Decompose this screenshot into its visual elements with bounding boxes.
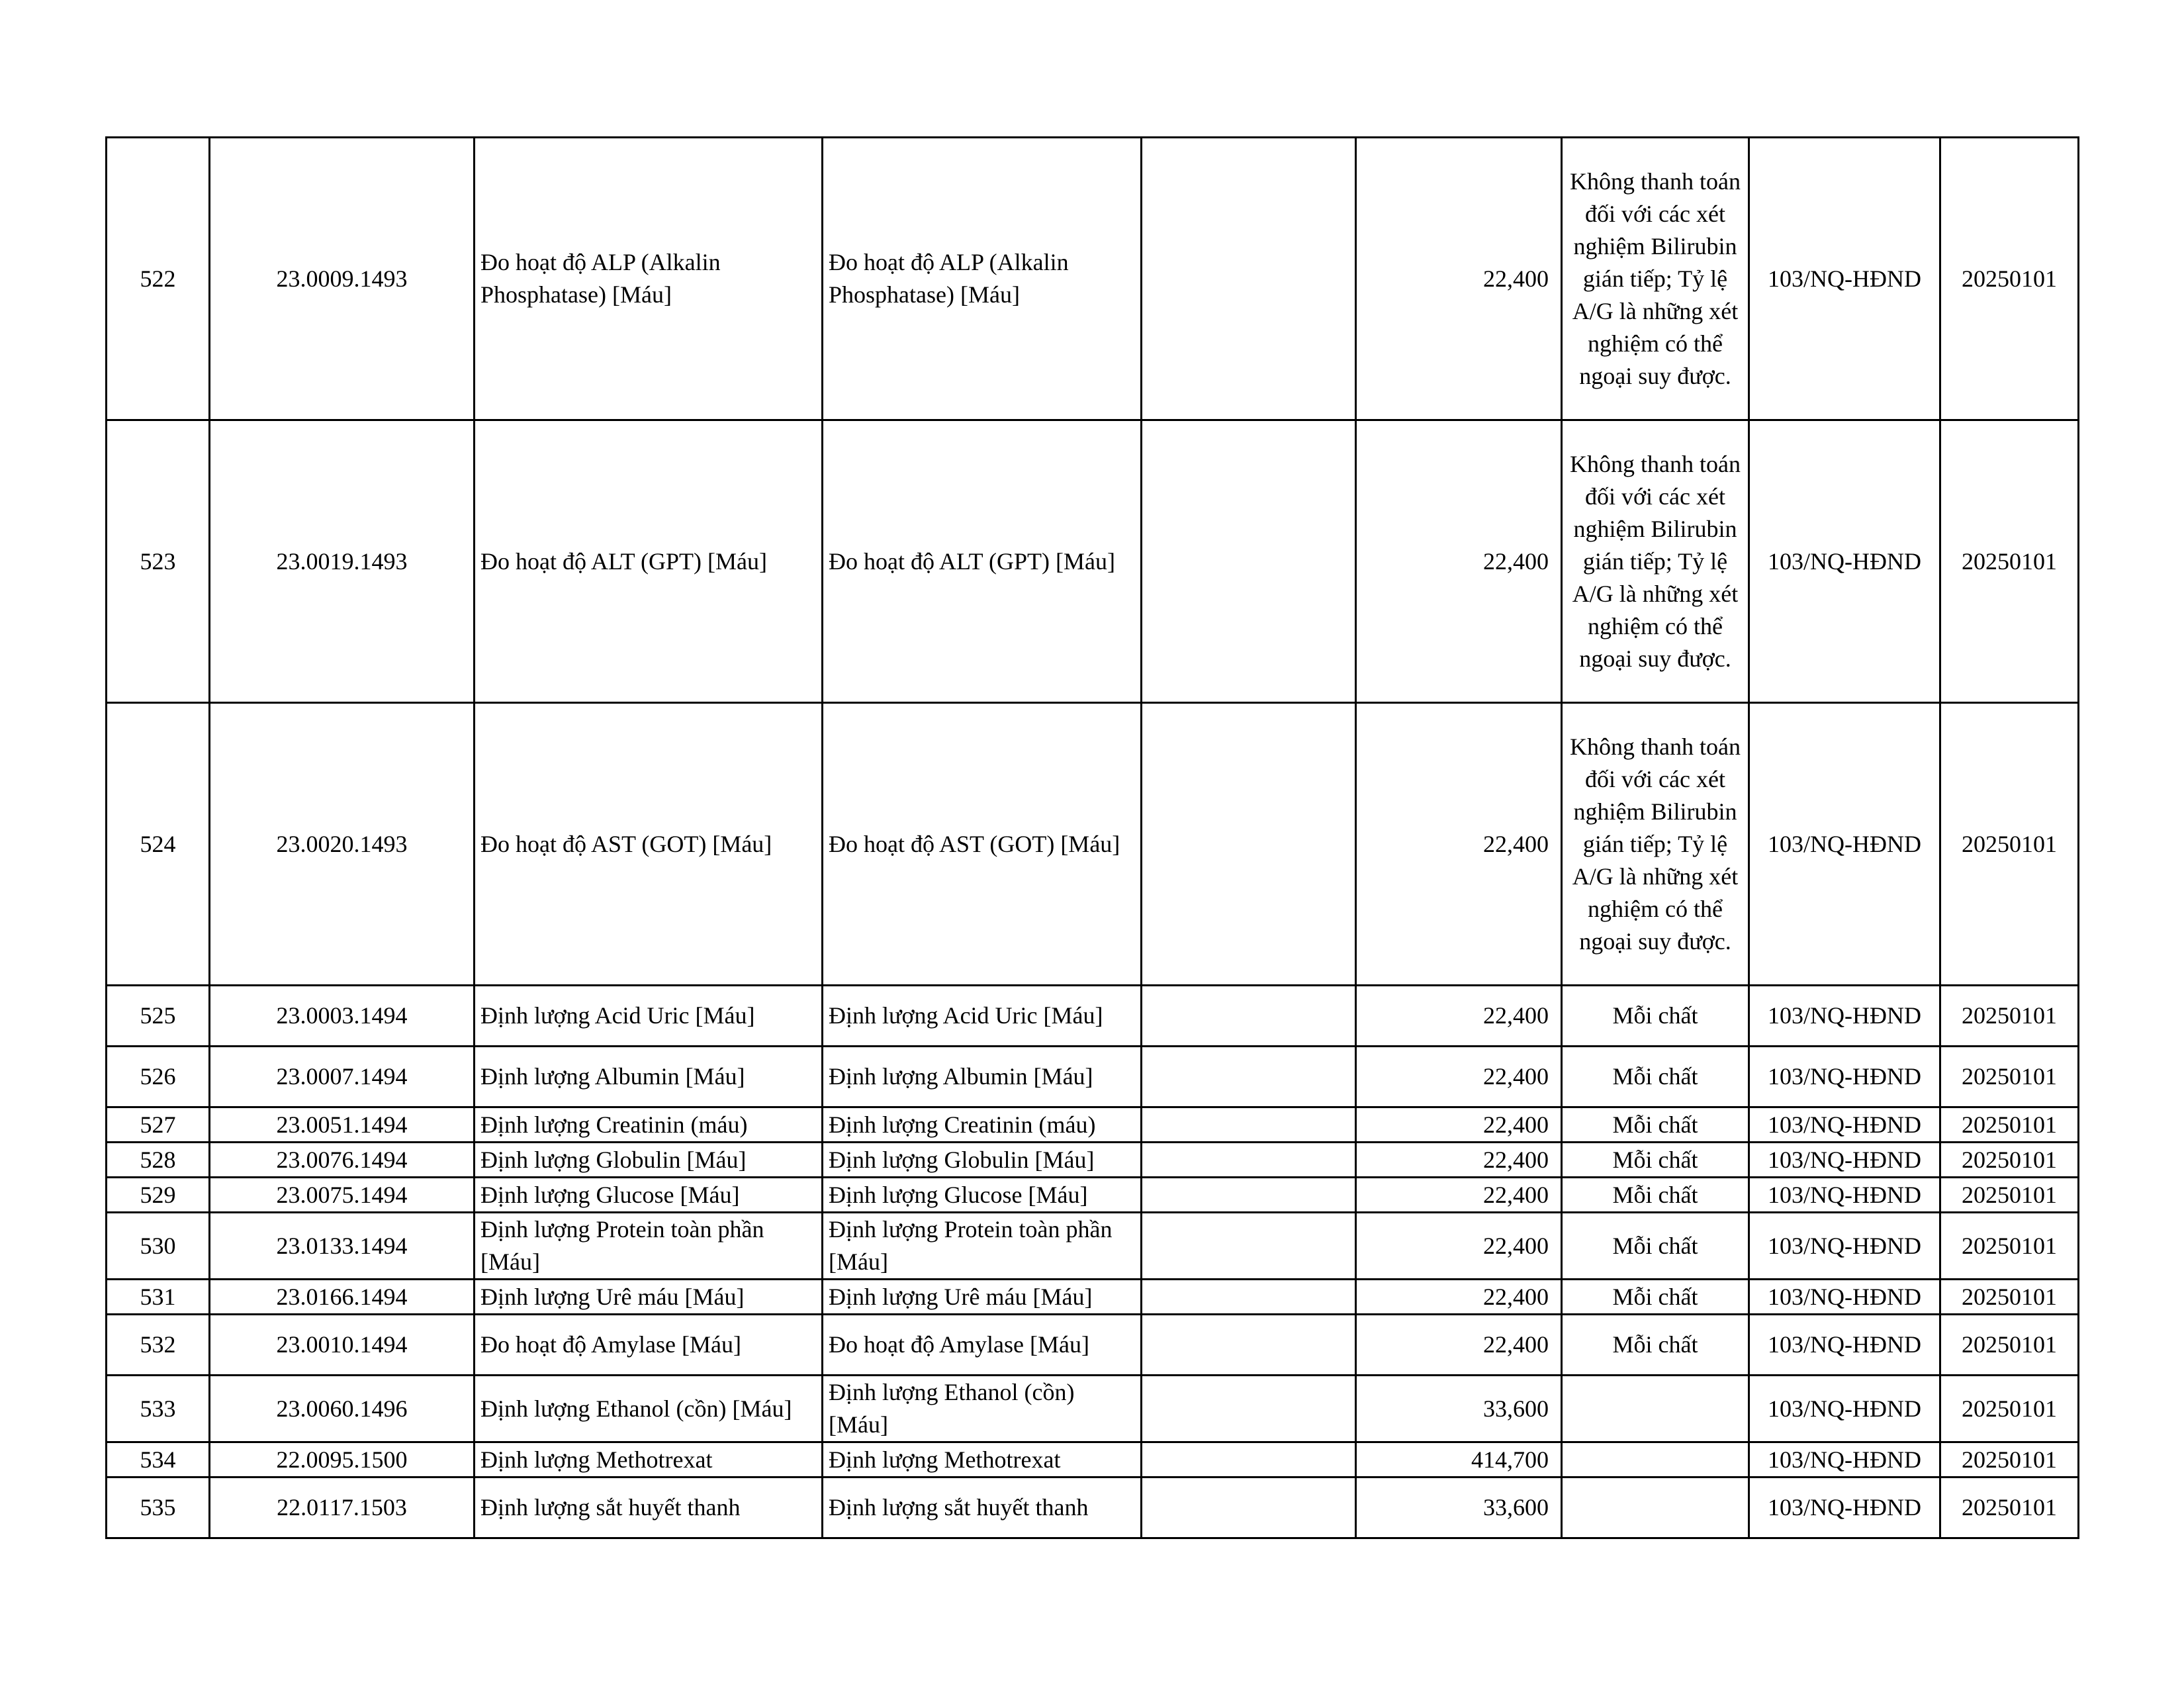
decision-number: 103/NQ-HĐND: [1749, 420, 1940, 703]
service-name: Định lượng Methotrexat: [475, 1442, 823, 1477]
payment-note: Mỗi chất: [1562, 1107, 1749, 1143]
price: 22,400: [1356, 986, 1562, 1047]
price: 414,700: [1356, 1442, 1562, 1477]
empty-cell: [1142, 1213, 1356, 1280]
price: 22,400: [1356, 1178, 1562, 1213]
effective-date: 20250101: [1940, 138, 2079, 420]
price: 22,400: [1356, 1315, 1562, 1376]
row-number: 524: [107, 703, 210, 986]
table-row: [107, 1376, 2079, 1442]
price: 22,400: [1356, 1143, 1562, 1178]
row-number: 529: [107, 1178, 210, 1213]
price: 22,400: [1356, 1047, 1562, 1107]
row-number: 531: [107, 1280, 210, 1315]
decision-number: 103/NQ-HĐND: [1749, 1143, 1940, 1178]
row-number: 535: [107, 1477, 210, 1538]
row-number: 528: [107, 1143, 210, 1178]
effective-date: 20250101: [1940, 1280, 2079, 1315]
service-code: 23.0166.1494: [210, 1280, 475, 1315]
service-name-alt: Định lượng Protein toàn phần [Máu]: [823, 1213, 1142, 1280]
payment-note: Mỗi chất: [1562, 1280, 1749, 1315]
payment-note: Mỗi chất: [1562, 986, 1749, 1047]
empty-cell: [1142, 703, 1356, 986]
empty-cell: [1142, 1143, 1356, 1178]
service-name-alt: Đo hoạt độ AST (GOT) [Máu]: [823, 703, 1142, 986]
payment-note: Mỗi chất: [1562, 1213, 1749, 1280]
decision-number: 103/NQ-HĐND: [1749, 703, 1940, 986]
empty-cell: [1142, 986, 1356, 1047]
empty-cell: [1142, 1315, 1356, 1376]
decision-number: 103/NQ-HĐND: [1749, 1280, 1940, 1315]
payment-note: Mỗi chất: [1562, 1315, 1749, 1376]
table-body: [107, 138, 2079, 1538]
decision-number: 103/NQ-HĐND: [1749, 1442, 1940, 1477]
empty-cell: [1142, 1376, 1356, 1442]
service-code: 23.0019.1493: [210, 420, 475, 703]
service-name-alt: Định lượng Globulin [Máu]: [823, 1143, 1142, 1178]
payment-note: Mỗi chất: [1562, 1178, 1749, 1213]
empty-cell: [1142, 1178, 1356, 1213]
effective-date: 20250101: [1940, 1315, 2079, 1376]
service-name-alt: Định lượng Ethanol (cồn) [Máu]: [823, 1376, 1142, 1442]
service-code: 23.0003.1494: [210, 986, 475, 1047]
payment-note: [1562, 1376, 1749, 1442]
service-name: Đo hoạt độ ALT (GPT) [Máu]: [475, 420, 823, 703]
service-name-alt: Định lượng sắt huyết thanh: [823, 1477, 1142, 1538]
effective-date: 20250101: [1940, 1178, 2079, 1213]
service-name-alt: Định lượng Creatinin (máu): [823, 1107, 1142, 1143]
decision-number: 103/NQ-HĐND: [1749, 138, 1940, 420]
effective-date: 20250101: [1940, 1442, 2079, 1477]
service-name: Định lượng Globulin [Máu]: [475, 1143, 823, 1178]
table-row: [107, 138, 2079, 420]
table-row: [107, 1315, 2079, 1376]
table-row: [107, 1178, 2079, 1213]
decision-number: 103/NQ-HĐND: [1749, 1477, 1940, 1538]
price: 22,400: [1356, 1280, 1562, 1315]
empty-cell: [1142, 1107, 1356, 1143]
decision-number: 103/NQ-HĐND: [1749, 1178, 1940, 1213]
service-code: 23.0133.1494: [210, 1213, 475, 1280]
effective-date: 20250101: [1940, 1213, 2079, 1280]
service-code: 23.0051.1494: [210, 1107, 475, 1143]
empty-cell: [1142, 1047, 1356, 1107]
price: 22,400: [1356, 138, 1562, 420]
decision-number: 103/NQ-HĐND: [1749, 1047, 1940, 1107]
table-row: [107, 1477, 2079, 1538]
service-name: Định lượng Ethanol (cồn) [Máu]: [475, 1376, 823, 1442]
service-name-alt: Định lượng Glucose [Máu]: [823, 1178, 1142, 1213]
price: 22,400: [1356, 1107, 1562, 1143]
payment-note: Không thanh toán đối với các xét nghiệm Bilirubin gián tiếp; Tỷ lệ A/G là những xét nghiệm có thể ngoại suy được.: [1562, 420, 1749, 703]
row-number: 532: [107, 1315, 210, 1376]
payment-note: [1562, 1442, 1749, 1477]
price: 22,400: [1356, 1213, 1562, 1280]
empty-cell: [1142, 1477, 1356, 1538]
decision-number: 103/NQ-HĐND: [1749, 1107, 1940, 1143]
service-name-alt: Đo hoạt độ Amylase [Máu]: [823, 1315, 1142, 1376]
row-number: 533: [107, 1376, 210, 1442]
decision-number: 103/NQ-HĐND: [1749, 1213, 1940, 1280]
table-row: [107, 703, 2079, 986]
empty-cell: [1142, 1280, 1356, 1315]
table-row: [107, 1213, 2079, 1280]
effective-date: 20250101: [1940, 1376, 2079, 1442]
effective-date: 20250101: [1940, 703, 2079, 986]
effective-date: 20250101: [1940, 1143, 2079, 1178]
effective-date: 20250101: [1940, 1477, 2079, 1538]
service-name: Đo hoạt độ Amylase [Máu]: [475, 1315, 823, 1376]
service-name: Định lượng Creatinin (máu): [475, 1107, 823, 1143]
effective-date: 20250101: [1940, 1047, 2079, 1107]
effective-date: 20250101: [1940, 986, 2079, 1047]
row-number: 525: [107, 986, 210, 1047]
effective-date: 20250101: [1940, 420, 2079, 703]
service-name-alt: Đo hoạt độ ALT (GPT) [Máu]: [823, 420, 1142, 703]
price: 22,400: [1356, 420, 1562, 703]
table-row: [107, 1280, 2079, 1315]
row-number: 526: [107, 1047, 210, 1107]
service-code: 23.0020.1493: [210, 703, 475, 986]
payment-note: Không thanh toán đối với các xét nghiệm Bilirubin gián tiếp; Tỷ lệ A/G là những xét nghiệm có thể ngoại suy được.: [1562, 138, 1749, 420]
effective-date: 20250101: [1940, 1107, 2079, 1143]
row-number: 530: [107, 1213, 210, 1280]
service-code: 23.0010.1494: [210, 1315, 475, 1376]
service-name-alt: Định lượng Acid Uric [Máu]: [823, 986, 1142, 1047]
decision-number: 103/NQ-HĐND: [1749, 1376, 1940, 1442]
empty-cell: [1142, 420, 1356, 703]
service-name-alt: Định lượng Urê máu [Máu]: [823, 1280, 1142, 1315]
service-name-alt: Định lượng Methotrexat: [823, 1442, 1142, 1477]
service-name: Định lượng Protein toàn phần [Máu]: [475, 1213, 823, 1280]
empty-cell: [1142, 138, 1356, 420]
price: 33,600: [1356, 1477, 1562, 1538]
payment-note: Mỗi chất: [1562, 1143, 1749, 1178]
price: 33,600: [1356, 1376, 1562, 1442]
service-code: 22.0117.1503: [210, 1477, 475, 1538]
table-row: [107, 986, 2079, 1047]
table-row: [107, 1047, 2079, 1107]
service-name: Đo hoạt độ ALP (Alkalin Phosphatase) [Máu]: [475, 138, 823, 420]
table-row: [107, 1442, 2079, 1477]
price-table: [105, 136, 2079, 1539]
table-row: [107, 1143, 2079, 1178]
service-code: 23.0009.1493: [210, 138, 475, 420]
table-row: [107, 1107, 2079, 1143]
service-name: Định lượng Urê máu [Máu]: [475, 1280, 823, 1315]
row-number: 534: [107, 1442, 210, 1477]
service-name: Đo hoạt độ AST (GOT) [Máu]: [475, 703, 823, 986]
decision-number: 103/NQ-HĐND: [1749, 1315, 1940, 1376]
service-code: 23.0076.1494: [210, 1143, 475, 1178]
service-name: Định lượng sắt huyết thanh: [475, 1477, 823, 1538]
service-name-alt: Định lượng Albumin [Máu]: [823, 1047, 1142, 1107]
service-name-alt: Đo hoạt độ ALP (Alkalin Phosphatase) [Máu]: [823, 138, 1142, 420]
service-code: 23.0075.1494: [210, 1178, 475, 1213]
row-number: 522: [107, 138, 210, 420]
decision-number: 103/NQ-HĐND: [1749, 986, 1940, 1047]
service-code: 23.0007.1494: [210, 1047, 475, 1107]
service-name: Định lượng Albumin [Máu]: [475, 1047, 823, 1107]
table-row: [107, 420, 2079, 703]
row-number: 523: [107, 420, 210, 703]
payment-note: [1562, 1477, 1749, 1538]
payment-note: Không thanh toán đối với các xét nghiệm Bilirubin gián tiếp; Tỷ lệ A/G là những xét nghiệm có thể ngoại suy được.: [1562, 703, 1749, 986]
service-code: 23.0060.1496: [210, 1376, 475, 1442]
payment-note: Mỗi chất: [1562, 1047, 1749, 1107]
price: 22,400: [1356, 703, 1562, 986]
row-number: 527: [107, 1107, 210, 1143]
service-code: 22.0095.1500: [210, 1442, 475, 1477]
service-name: Định lượng Acid Uric [Máu]: [475, 986, 823, 1047]
service-name: Định lượng Glucose [Máu]: [475, 1178, 823, 1213]
empty-cell: [1142, 1442, 1356, 1477]
